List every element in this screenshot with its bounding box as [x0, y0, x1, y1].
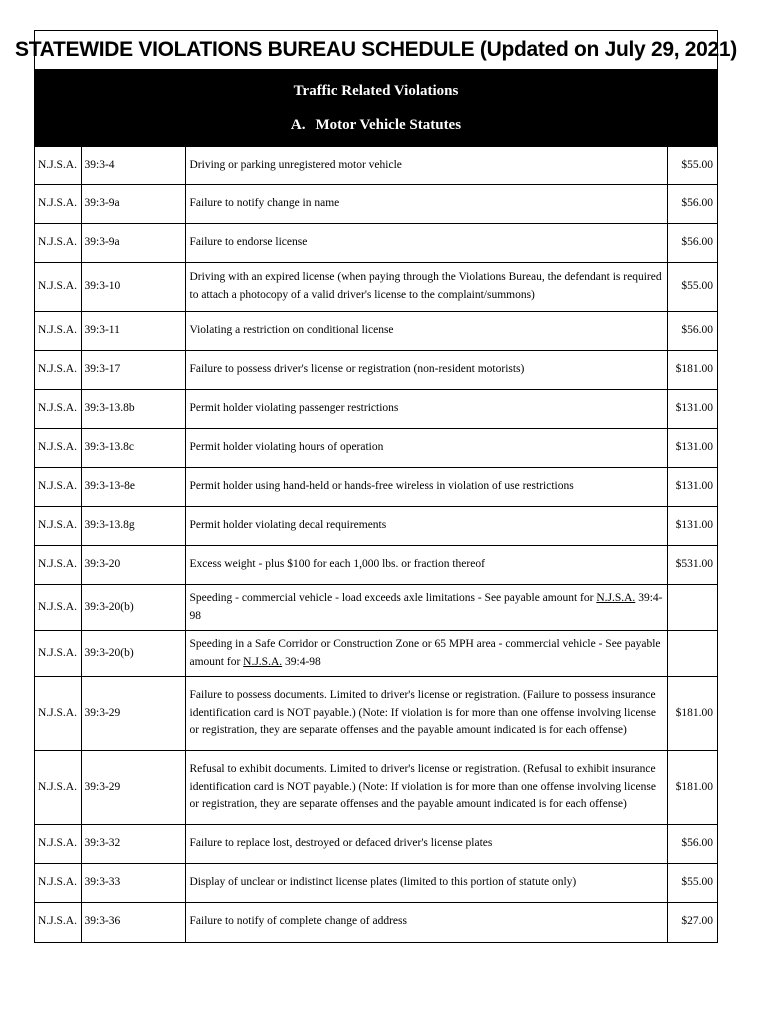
- table-row: [35, 585, 717, 631]
- code-cell: N.J.S.A.: [35, 546, 81, 585]
- statute-cell: 39:3-29: [81, 677, 185, 751]
- code-cell: N.J.S.A.: [35, 147, 81, 185]
- statute-cell: 39:3-9a: [81, 185, 185, 224]
- statute-cell: 39:3-13.8c: [81, 429, 185, 468]
- amount-cell: $181.00: [667, 751, 717, 825]
- table-row: [35, 825, 717, 864]
- amount-cell: $27.00: [667, 903, 717, 942]
- description-cell: Failure to possess driver's license or registration (non-resident motorists): [185, 351, 667, 390]
- code-cell: N.J.S.A.: [35, 864, 81, 903]
- code-cell: N.J.S.A.: [35, 429, 81, 468]
- description-cell: Driving with an expired license (when paying through the Violations Bureau, the defendant is required to attach a photocopy of a valid driver's license to the complaint/summons): [185, 263, 667, 312]
- amount-cell: $55.00: [667, 263, 717, 312]
- table-row: [35, 677, 717, 751]
- section-banner: [35, 70, 717, 146]
- amount-cell: $131.00: [667, 507, 717, 546]
- table-row: [35, 631, 717, 677]
- amount-cell: $181.00: [667, 351, 717, 390]
- statute-cell: 39:3-36: [81, 903, 185, 942]
- description-cell: Failure to replace lost, destroyed or defaced driver's license plates: [185, 825, 667, 864]
- statute-cell: 39:3-17: [81, 351, 185, 390]
- amount-cell: $131.00: [667, 429, 717, 468]
- statute-cell: 39:3-9a: [81, 224, 185, 263]
- statute-cell: 39:3-13.8b: [81, 390, 185, 429]
- code-cell: N.J.S.A.: [35, 585, 81, 631]
- amount-cell: $55.00: [667, 864, 717, 903]
- description-cell: Permit holder violating decal requirements: [185, 507, 667, 546]
- schedule-document: [14, 30, 738, 943]
- amount-cell: $56.00: [667, 312, 717, 351]
- statute-cell: 39:3-11: [81, 312, 185, 351]
- description-cell: Refusal to exhibit documents. Limited to driver's license or registration. (Refusal to exhibit insurance identification card is NOT payable.) (Note: If violation is for more than one offense involving license or registration, they are separate offenses and the payable amount indicated is for each offense): [185, 751, 667, 825]
- description-cell: Violating a restriction on conditional license: [185, 312, 667, 351]
- code-cell: N.J.S.A.: [35, 351, 81, 390]
- table-row: [35, 390, 717, 429]
- table-row: [35, 351, 717, 390]
- table-row: [35, 864, 717, 903]
- description-cell: Excess weight - plus $100 for each 1,000 lbs. or fraction thereof: [185, 546, 667, 585]
- description-cell: [185, 585, 667, 631]
- statute-reference: N.J.S.A.: [243, 655, 283, 668]
- code-cell: N.J.S.A.: [35, 312, 81, 351]
- statute-cell: 39:3-4: [81, 147, 185, 185]
- statute-cell: 39:3-32: [81, 825, 185, 864]
- table-row: [35, 546, 717, 585]
- amount-cell: [667, 585, 717, 631]
- table-row: [35, 312, 717, 351]
- code-cell: N.J.S.A.: [35, 468, 81, 507]
- code-cell: N.J.S.A.: [35, 751, 81, 825]
- description-cell: Display of unclear or indistinct license plates (limited to this portion of statute only): [185, 864, 667, 903]
- statute-cell: 39:3-13-8e: [81, 468, 185, 507]
- statute-cell: 39:3-20(b): [81, 631, 185, 677]
- description-cell: [185, 631, 667, 677]
- amount-cell: $56.00: [667, 185, 717, 224]
- table-row: [35, 429, 717, 468]
- code-cell: N.J.S.A.: [35, 224, 81, 263]
- description-text: Speeding - commercial vehicle - load exceeds axle limitations - See payable amount for: [189, 591, 597, 604]
- table-row: [35, 507, 717, 546]
- amount-cell: $531.00: [667, 546, 717, 585]
- table-row: [35, 751, 717, 825]
- document-title: STATEWIDE VIOLATIONS BUREAU SCHEDULE (Updated on July 29, 2021): [35, 31, 717, 70]
- description-cell: Failure to notify of complete change of address: [185, 903, 667, 942]
- description-cell: Permit holder violating hours of operation: [185, 429, 667, 468]
- code-cell: N.J.S.A.: [35, 390, 81, 429]
- code-cell: N.J.S.A.: [35, 263, 81, 312]
- violations-table: [35, 146, 717, 942]
- code-cell: N.J.S.A.: [35, 903, 81, 942]
- code-cell: N.J.S.A.: [35, 185, 81, 224]
- code-cell: N.J.S.A.: [35, 825, 81, 864]
- table-row: [35, 224, 717, 263]
- statute-cell: 39:3-20: [81, 546, 185, 585]
- table-row: [35, 468, 717, 507]
- statute-cell: 39:3-10: [81, 263, 185, 312]
- amount-cell: $56.00: [667, 224, 717, 263]
- table-row: [35, 185, 717, 224]
- table-row: [35, 147, 717, 185]
- statute-cell: 39:3-33: [81, 864, 185, 903]
- code-cell: N.J.S.A.: [35, 631, 81, 677]
- table-row: [35, 903, 717, 942]
- section-subheading: Motor Vehicle Statutes: [315, 116, 462, 133]
- statute-reference: N.J.S.A.: [596, 591, 636, 604]
- amount-cell: $131.00: [667, 390, 717, 429]
- table-row: [35, 263, 717, 312]
- amount-cell: [667, 631, 717, 677]
- code-cell: N.J.S.A.: [35, 507, 81, 546]
- statute-reference-number: 39:4-98: [189, 591, 663, 622]
- statute-reference-number: 39:4-98: [282, 655, 321, 668]
- code-cell: N.J.S.A.: [35, 677, 81, 751]
- description-cell: Failure to notify change in name: [185, 185, 667, 224]
- description-cell: Driving or parking unregistered motor vehicle: [185, 147, 667, 185]
- amount-cell: $55.00: [667, 147, 717, 185]
- amount-cell: $131.00: [667, 468, 717, 507]
- statute-cell: 39:3-29: [81, 751, 185, 825]
- section-subheading-line: [291, 117, 461, 134]
- description-cell: Failure to possess documents. Limited to driver's license or registration. (Failure to possess insurance identification card is NOT payable.) (Note: If violation is for more than one offense involving license or registration, they are separate offenses and the payable amount indicated is for each offense): [185, 677, 667, 751]
- section-letter: A.: [290, 116, 306, 133]
- statute-cell: 39:3-13.8g: [81, 507, 185, 546]
- description-cell: Failure to endorse license: [185, 224, 667, 263]
- statute-cell: 39:3-20(b): [81, 585, 185, 631]
- section-heading: Traffic Related Violations: [293, 82, 459, 99]
- amount-cell: $181.00: [667, 677, 717, 751]
- description-text: Speeding in a Safe Corridor or Construction Zone or 65 MPH area - commercial vehicle - See payable amount for: [189, 637, 661, 668]
- amount-cell: $56.00: [667, 825, 717, 864]
- description-cell: Permit holder using hand-held or hands-free wireless in violation of use restrictions: [185, 468, 667, 507]
- description-cell: Permit holder violating passenger restrictions: [185, 390, 667, 429]
